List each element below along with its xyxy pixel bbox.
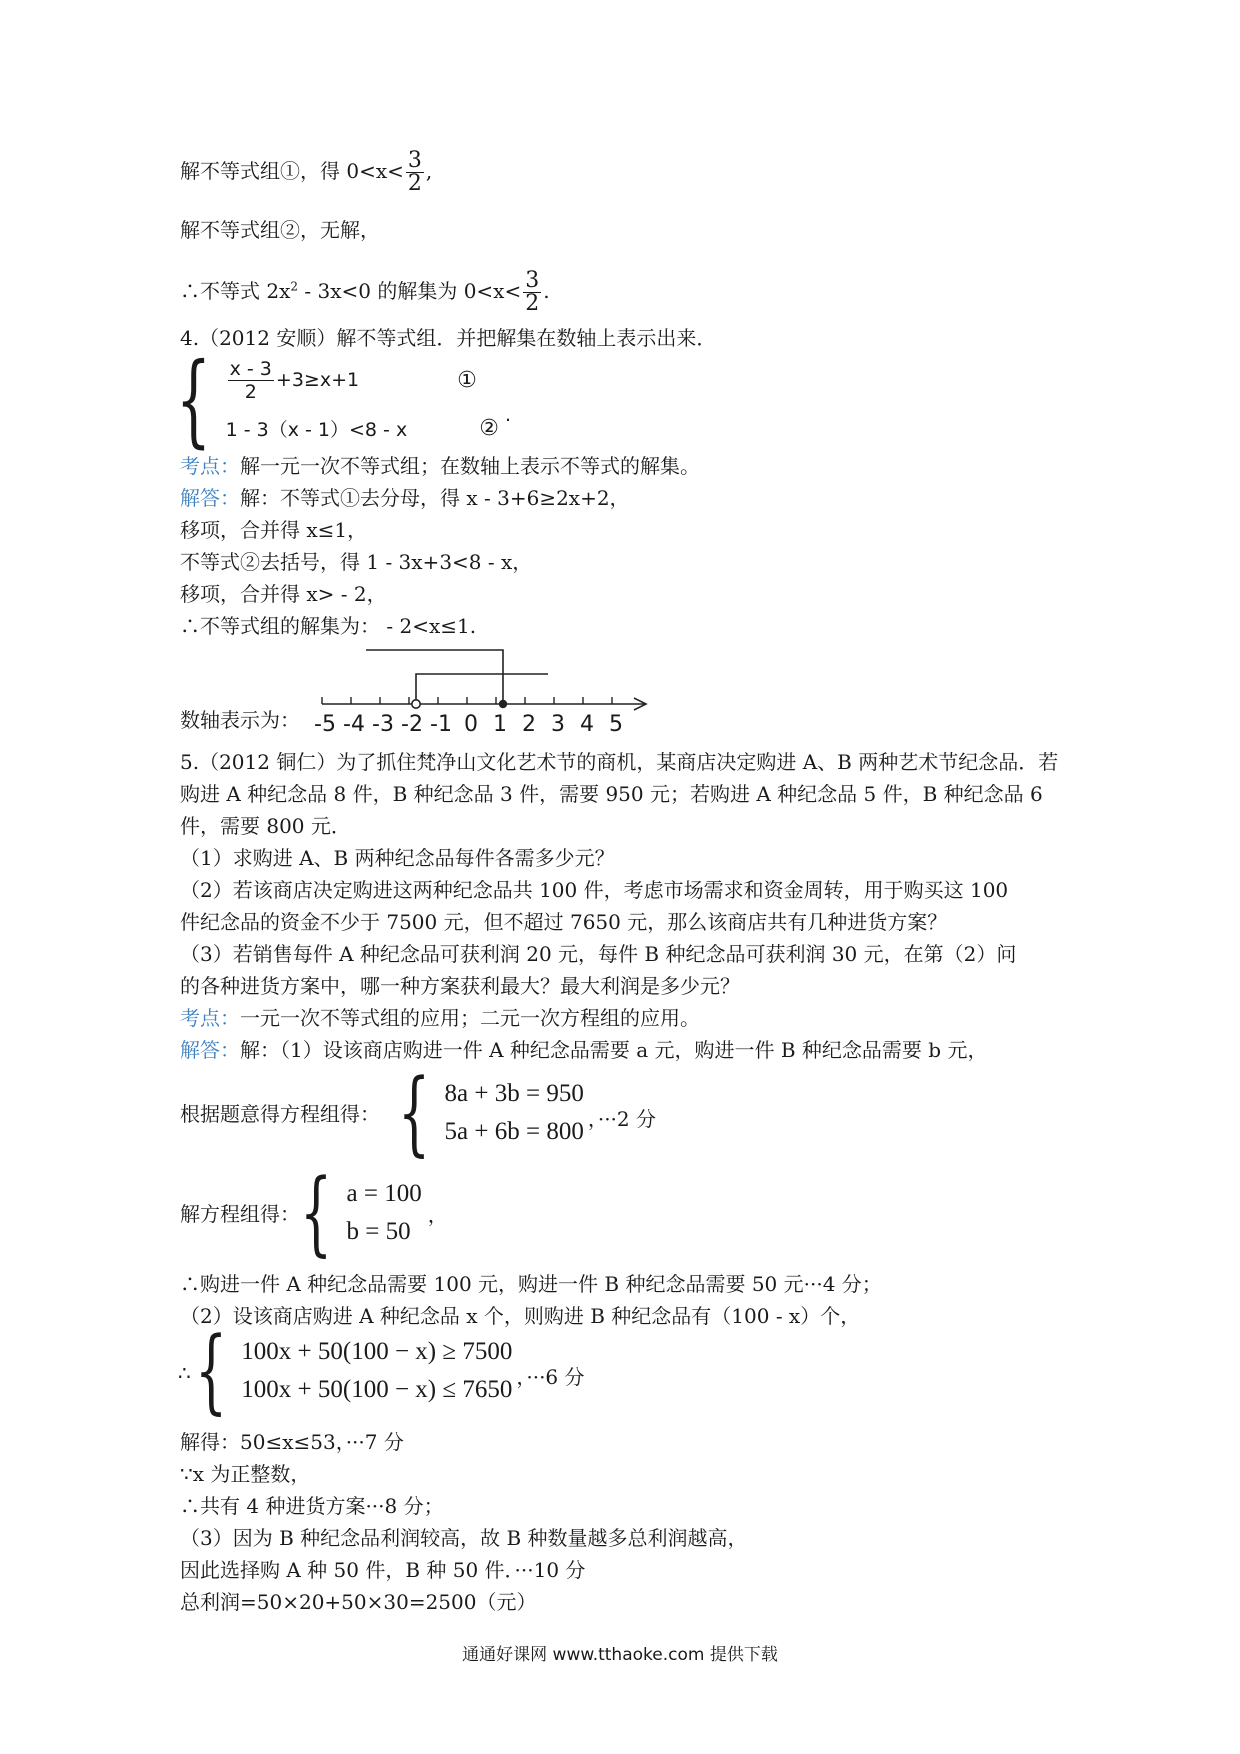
answer-step-2: ∴购进一件 A 种纪念品需要 100 元，购进一件 B 种纪念品需要 50 元···4 分； (180, 1272, 882, 1296)
kaodian-label: 考点： (180, 454, 240, 478)
brace: { (194, 1317, 227, 1424)
circle-one-mark: ① (457, 367, 477, 393)
answer-step-9: 总利润=50×20+50×30=2500（元） (180, 1590, 537, 1614)
q5-para-1: 5.（2012 铜仁）为了抓住梵净山文化艺术节的商机，某商店决定购进 A、B 两种艺术节纪念品．若 (180, 750, 1059, 774)
filled-dot-icon (499, 700, 507, 708)
solution-bracket-left (366, 650, 503, 704)
brace: { (300, 1159, 333, 1266)
solution-step-2: 移项，合并得 x≤1， (180, 518, 368, 542)
intro-line-2: 解不等式组②，无解， (180, 218, 380, 242)
answer-step-7: （3）因为 B 种纪念品利润较高，故 B 种数量越多总利润越高， (180, 1526, 748, 1550)
q4-jieda (180, 484, 630, 512)
answer-step-6: ∴共有 4 种进货方案···8 分； (180, 1494, 444, 1518)
superscript: 2 (290, 279, 299, 294)
axis-label: 数轴表示为： (180, 708, 300, 732)
solution-step-5: ∴不等式组的解集为： - 2<x≤1. (180, 614, 477, 638)
open-dot-icon (412, 700, 420, 708)
therefore-symbol: ∴ (178, 1361, 191, 1385)
fraction-denominator: 2 (244, 380, 257, 403)
intro-line-3-text: ∴不等式 2x (180, 279, 291, 303)
axis-tick-label: -1 (430, 712, 452, 737)
punct: . (543, 279, 550, 303)
q4-inequality-system (176, 341, 511, 458)
axis-tick-label: -2 (401, 712, 423, 737)
inequality-2: 1 - 3（x - 1）<8 - x (225, 418, 408, 441)
system-row-2 (226, 408, 499, 448)
fraction-numerator: 3 (525, 268, 540, 293)
fraction-denominator: 2 (525, 291, 540, 316)
axis-tick-label: -5 (314, 712, 336, 737)
system-row-1 (226, 352, 499, 408)
system-rows (226, 352, 499, 448)
solution-step-1: 解：不等式①去分母，得 x - 3+6≥2x+2， (240, 486, 630, 510)
axis-tick-label: 5 (609, 712, 623, 737)
inequality-1-rest: +3≥x+1 (275, 369, 360, 391)
brace: { (176, 341, 211, 458)
kaodian-text: 解一元一次不等式组；在数轴上表示不等式的解集。 (240, 454, 700, 478)
circle-two-mark: ② (479, 415, 499, 441)
brace: { (398, 1059, 431, 1166)
intro-line-3-mid: - 3x<0 的解集为 0<x< (298, 279, 522, 303)
fraction (523, 270, 541, 315)
punct: . (504, 404, 511, 426)
equation-2: 5a + 6b = 800 (444, 1118, 584, 1145)
q4-kaodian (180, 452, 700, 480)
axis-tick-label: 2 (522, 712, 536, 737)
q5-para-3: 件，需要 800 元． (180, 814, 351, 838)
fraction (228, 358, 274, 403)
q5-kaodian (180, 1004, 700, 1032)
axis-tick-label: 1 (493, 712, 507, 737)
solution-step-4: 移项，合并得 x> - 2， (180, 582, 387, 606)
score-note: ，···6 分 (516, 1364, 585, 1389)
q5-inequality-system (178, 1317, 585, 1424)
number-line (300, 640, 660, 740)
axis-tick-label: -3 (372, 712, 394, 737)
q5-sub-3b: 的各种进货方案中，哪一种方案获利最大？最大利润是多少元？ (180, 974, 740, 998)
answer-step-4: 解得：50≤x≤53，···7 分 (180, 1430, 404, 1454)
intro-line-1 (180, 150, 432, 195)
punct: , (425, 159, 433, 183)
q5-sub-2b: 件纪念品的资金不少于 7500 元，但不超过 7650 元，那么该商店共有几种进货方案？ (180, 910, 948, 934)
system-rows (347, 1175, 422, 1251)
kaodian-label: 考点： (180, 1006, 240, 1030)
solution-b: b = 50 (346, 1218, 411, 1245)
axis-ticks (322, 697, 612, 704)
axis-tick-labels (314, 712, 623, 737)
fraction-numerator: x - 3 (229, 357, 272, 380)
intro-line-1-text: 解不等式组①，得 0<x< (180, 159, 404, 183)
q4-title: 4.（2012 安顺）解不等式组．并把解集在数轴上表示出来． (180, 326, 717, 350)
q5-sub-2a: （2）若该商店决定购进这两种纪念品共 100 件，考虑市场需求和资金周转，用于购买这 100 (180, 878, 1009, 902)
page-footer: 通通好课网 www.tthaoke.com 提供下载 (462, 1645, 778, 1665)
q5-sub-1: （1）求购进 A、B 两种纪念品每件各需多少元？ (180, 846, 615, 870)
sol-label: 解方程组得： (180, 1202, 300, 1226)
q5-sub-3a: （3）若销售每件 A 种纪念品可获利润 20 元，每件 B 种纪念品可获利润 30 元，在第（2）问 (180, 942, 1017, 966)
solution-bracket-right (416, 674, 548, 704)
axis-tick-label: 4 (580, 712, 594, 737)
fraction (406, 150, 424, 195)
punct: ， (427, 1202, 448, 1227)
equation-1: 8a + 3b = 950 (444, 1080, 584, 1107)
answer-step-1: 解：（1）设该商店购进一件 A 种纪念品需要 a 元，购进一件 B 种纪念品需要 b 元， (240, 1038, 988, 1062)
system-rows (445, 1075, 584, 1151)
solution-system (300, 1159, 448, 1266)
axis-tick-label: -4 (343, 712, 365, 737)
axis-tick-label: 3 (551, 712, 565, 737)
answer-step-3: （2）设该商店购进 A 种纪念品 x 个，则购进 B 种纪念品有（100 - x）个， (180, 1304, 861, 1328)
answer-step-5: ∵x 为正整数， (180, 1462, 311, 1486)
equation-system (398, 1059, 656, 1166)
fraction-denominator: 2 (407, 171, 422, 196)
q5-jieda (180, 1036, 987, 1064)
fraction-numerator: 3 (407, 148, 422, 173)
system-rows (241, 1333, 512, 1409)
jieda-label: 解答： (180, 1038, 240, 1062)
q5-para-2: 购进 A 种纪念品 8 件，B 种纪念品 3 件，需要 950 元；若购进 A 种纪念品 5 件，B 种纪念品 6 (180, 782, 1043, 806)
jieda-label: 解答： (180, 486, 240, 510)
axis-tick-label: 0 (464, 712, 478, 737)
kaodian-text: 一元一次不等式组的应用；二元一次方程组的应用。 (240, 1006, 700, 1030)
eq-label: 根据题意得方程组得： (180, 1102, 380, 1126)
inequality-b: 100x + 50(100 − x) ≤ 7650 (241, 1376, 513, 1403)
answer-step-8: 因此选择购 A 种 50 件，B 种 50 件．···10 分 (180, 1558, 586, 1582)
solution-step-3: 不等式②去括号，得 1 - 3x+3<8 - x， (180, 550, 533, 574)
solution-a: a = 100 (346, 1180, 422, 1207)
inequality-a: 100x + 50(100 − x) ≥ 7500 (241, 1338, 513, 1365)
intro-line-3 (180, 270, 550, 315)
score-note: ，···2 分 (587, 1106, 656, 1131)
